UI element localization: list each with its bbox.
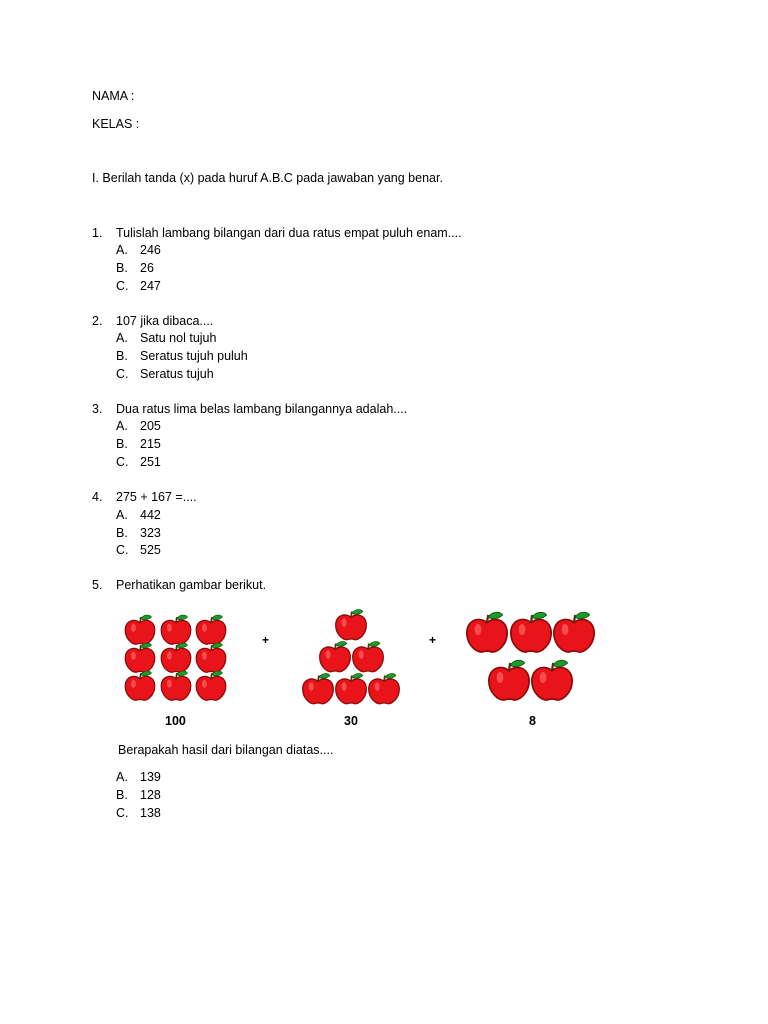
apple-icon: [353, 642, 384, 672]
option-text: 26: [140, 261, 154, 275]
apple-icon: [303, 674, 334, 704]
question-number: 3.: [92, 402, 103, 416]
apple-icon: [467, 612, 507, 652]
apple-icon: [369, 674, 400, 704]
apple-icon: [320, 642, 351, 672]
question-number: 2.: [92, 314, 103, 328]
apple-icon: [196, 643, 226, 672]
apple-icon: [196, 671, 226, 700]
plus-sign: +: [262, 633, 270, 647]
option-text: Seratus tujuh puluh: [140, 349, 248, 363]
apple-icon: [125, 671, 155, 700]
option-letter: B.: [116, 349, 128, 363]
apple-icon: [161, 671, 191, 700]
question-number: 4.: [92, 490, 103, 504]
name-label: NAMA :: [92, 89, 135, 103]
question-number: 1.: [92, 226, 103, 240]
question-text: Dua ratus lima belas lambang bilangannya adalah....: [116, 402, 408, 416]
apple-icon: [161, 643, 191, 672]
option-letter: A.: [116, 419, 128, 433]
option-text: Seratus tujuh: [140, 367, 214, 381]
apple-icon: [489, 660, 529, 700]
option-text: 525: [140, 543, 161, 557]
option-text: 205: [140, 419, 161, 433]
option-text: 139: [140, 770, 161, 784]
plus-sign: +: [429, 633, 437, 647]
group-label: 8: [529, 714, 536, 728]
subquestion-text: Berapakah hasil dari bilangan diatas....: [118, 743, 334, 757]
apple-icon: [554, 612, 594, 652]
option-letter: A.: [116, 243, 128, 257]
option-text: 138: [140, 806, 161, 820]
apple-icon: [511, 612, 551, 652]
instruction-text: I. Berilah tanda (x) pada huruf A.B.C pada jawaban yang benar.: [92, 171, 443, 185]
option-letter: B.: [116, 437, 128, 451]
option-text: 215: [140, 437, 161, 451]
option-letter: A.: [116, 770, 128, 784]
option-letter: C.: [116, 367, 129, 381]
apple-icon: [196, 615, 226, 644]
option-text: 128: [140, 788, 161, 802]
apple-icon: [125, 643, 155, 672]
apple-group-3: [467, 612, 594, 700]
option-letter: C.: [116, 279, 129, 293]
option-letter: C.: [116, 543, 129, 557]
question-text: 107 jika dibaca....: [116, 314, 214, 328]
option-text: 442: [140, 508, 161, 522]
apple-group-2: [303, 610, 400, 704]
option-text: 246: [140, 243, 161, 257]
class-label: KELAS :: [92, 117, 140, 131]
question-text: Tulislah lambang bilangan dari dua ratus empat puluh enam....: [116, 226, 462, 240]
group-label: 100: [165, 714, 186, 728]
option-text: Satu nol tujuh: [140, 331, 217, 345]
option-letter: C.: [116, 806, 129, 820]
option-letter: B.: [116, 788, 128, 802]
apple-icon: [336, 674, 367, 704]
question-text: Perhatikan gambar berikut.: [116, 578, 267, 592]
question-number: 5.: [92, 578, 103, 592]
apple-icon: [125, 615, 155, 644]
option-text: 251: [140, 455, 161, 469]
option-text: 323: [140, 526, 161, 540]
apple-icon: [336, 610, 367, 640]
apple-group-1: [125, 615, 226, 700]
question-text: 275 + 167 =....: [116, 490, 197, 504]
option-text: 247: [140, 279, 161, 293]
group-label: 30: [344, 714, 358, 728]
apple-icon: [161, 615, 191, 644]
option-letter: B.: [116, 526, 128, 540]
option-letter: A.: [116, 508, 128, 522]
option-letter: B.: [116, 261, 128, 275]
apple-icon: [532, 660, 572, 700]
option-letter: C.: [116, 455, 129, 469]
option-letter: A.: [116, 331, 128, 345]
